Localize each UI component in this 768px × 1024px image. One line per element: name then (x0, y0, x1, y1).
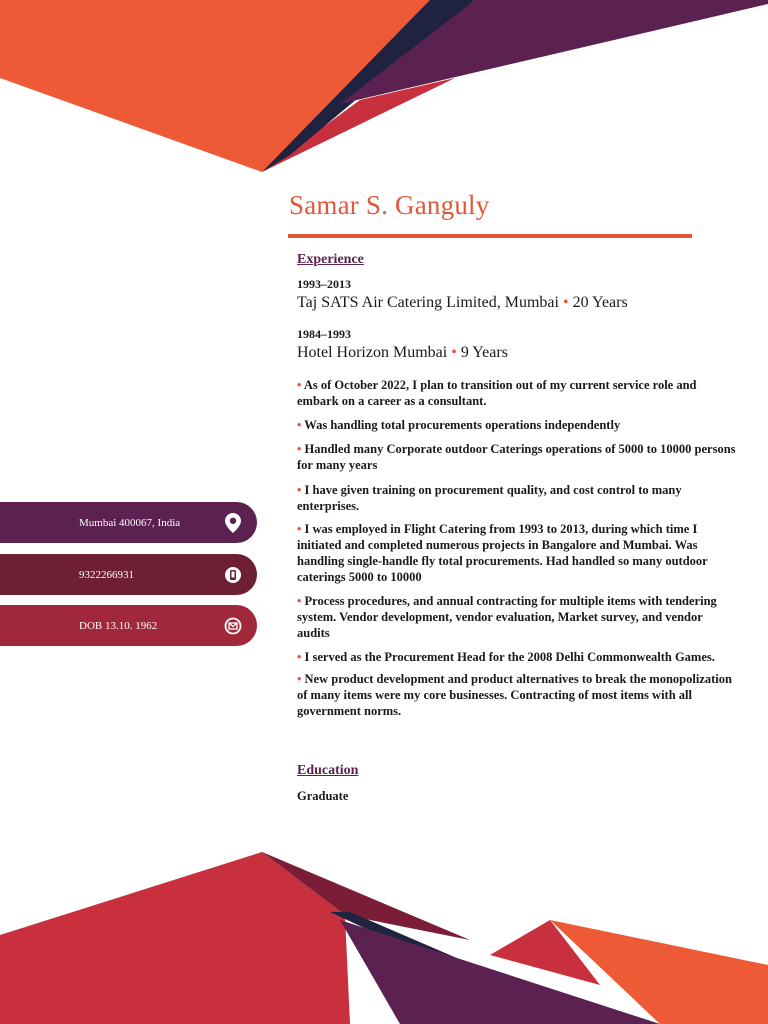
job-duration: 20 Years (572, 294, 628, 311)
job-separator: • (562, 294, 569, 311)
job-company: Taj SATS Air Catering Limited, Mumbai (297, 294, 559, 311)
job-entry (297, 327, 508, 363)
job-duration: 9 Years (460, 344, 508, 361)
experience-bullet-list (297, 377, 737, 719)
list-item (297, 441, 737, 473)
bullet-text: As of October 2022, I plan to transition out of my current service role and embark on a career as a consultant. (297, 378, 697, 408)
list-item (297, 593, 737, 641)
person-name: Samar S. Ganguly (289, 190, 490, 220)
contact-address (0, 502, 257, 543)
education-heading: Education (297, 763, 359, 778)
bullet-text: Process procedures, and annual contracting for multiple items with tendering system. Vendor development, vendor evaluation, Market survey, and vendor audits (297, 594, 717, 640)
bullet-mark: • (297, 378, 302, 392)
job-years: 1993–2013 (297, 277, 351, 291)
bullet-mark: • (297, 522, 302, 536)
phone-icon (223, 565, 243, 585)
location-pin-icon (223, 513, 243, 533)
bullet-text: I was employed in Flight Catering from 1993 to 2013, during which time I initiated and completed numerous projects in Bangalore and Mumbai. Was handling single-handle fly total procurements. Had handled so many outdoor caterings 5000 to 10000 (297, 522, 708, 584)
bullet-mark: • (297, 418, 302, 432)
list-item (297, 671, 737, 719)
list-item (297, 482, 737, 514)
list-item (297, 417, 737, 433)
job-place (297, 293, 628, 313)
list-item (297, 377, 737, 409)
bullet-text: Was handling total procurements operations independently (304, 418, 621, 432)
bullet-mark: • (297, 672, 302, 686)
education-value: Graduate (297, 789, 349, 803)
job-entry (297, 277, 628, 313)
bullet-mark: • (297, 483, 302, 497)
list-item (297, 649, 737, 665)
job-company: Hotel Horizon Mumbai (297, 344, 448, 361)
bullet-text: New product development and product alternatives to break the monopolization of many items were my core businesses. Contracting of most items with all government norms. (297, 672, 732, 718)
bullet-mark: • (297, 442, 302, 456)
bullet-mark: • (297, 650, 302, 664)
email-icon (223, 616, 243, 636)
bullet-mark: • (297, 594, 302, 608)
phone-text: 9322266931 (79, 568, 134, 581)
job-place (297, 343, 508, 363)
dob-text: DOB 13.10. 1962 (79, 619, 158, 632)
job-years: 1984–1993 (297, 327, 351, 341)
bullet-text: I served as the Procurement Head for the 2008 Delhi Commonwealth Games. (304, 650, 715, 664)
contact-phone (0, 554, 257, 595)
list-item (297, 521, 737, 585)
name-divider (288, 234, 692, 238)
bullet-text: I have given training on procurement quality, and cost control to many enterprises. (297, 483, 682, 513)
experience-heading: Experience (297, 252, 364, 267)
bullet-text: Handled many Corporate outdoor Caterings operations of 5000 to 10000 persons for many years (297, 442, 736, 472)
address-text: Mumbai 400067, India (79, 516, 181, 529)
contact-dob (0, 605, 257, 646)
job-separator: • (451, 344, 457, 361)
